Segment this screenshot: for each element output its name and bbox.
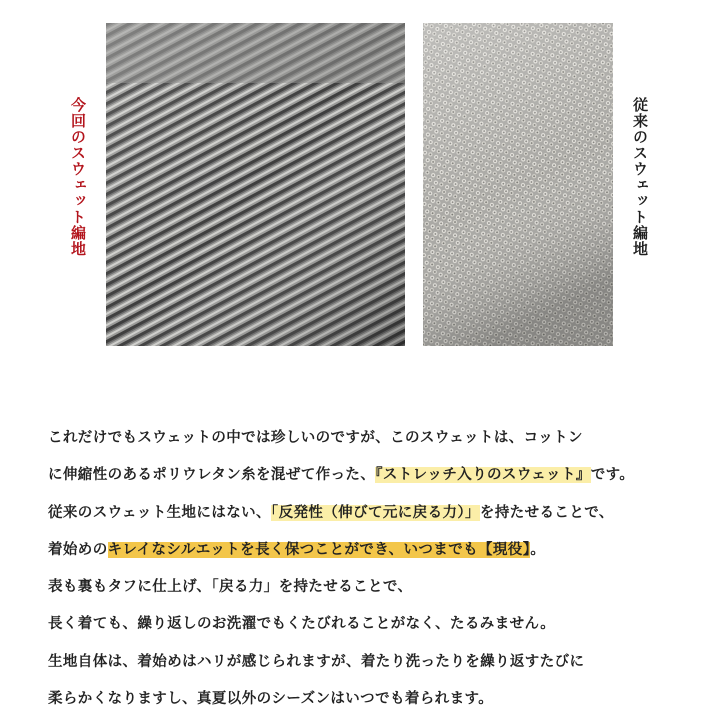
description-line: に伸縮性のあるポリウレタン糸を混ぜて作った、『ストレッチ入りのスウェット』です。: [48, 467, 635, 484]
description-line: 従来のスウェット生地にはない、「反発性（伸びて元に戻る力）」を持たせることで、: [48, 504, 614, 521]
description-text: [48, 420, 708, 718]
description-line: 表も裏もタフに仕上げ、「戻る力」を持たせることで、: [48, 579, 413, 596]
description-line: 長く着ても、繰り返しのお洗濯でもくたびれることがなく、たるみません。: [48, 616, 556, 633]
stretch-sweat-highlight: 『ストレッチ入りのスウェット』: [375, 467, 591, 484]
description-line: 生地自体は、着始めはハリが感じられますが、着たり洗ったりを繰り返すたびに: [48, 653, 585, 670]
conventional-fabric-label: 従来のスウェット編地: [631, 97, 649, 257]
stretch-knit-photo: [106, 23, 405, 346]
description-line: 柔らかくなりますし、真夏以外のシーズンはいつでも着られます。: [48, 691, 494, 708]
terry-knit-photo: [423, 23, 613, 346]
current-fabric-label: 今回のスウェット編地: [69, 97, 87, 257]
description-line: これだけでもスウェットの中では珍しいのですが、このスウェットは、コットン: [48, 430, 583, 446]
silhouette-highlight: キレイなシルエットを長く保つことができ、いつまでも【現役】: [107, 541, 531, 558]
description-line: 着始めのキレイなシルエットを長く保つことができ、いつまでも【現役】。: [48, 541, 546, 558]
resilience-highlight: 「反発性（伸びて元に戻る力）」: [270, 504, 480, 521]
